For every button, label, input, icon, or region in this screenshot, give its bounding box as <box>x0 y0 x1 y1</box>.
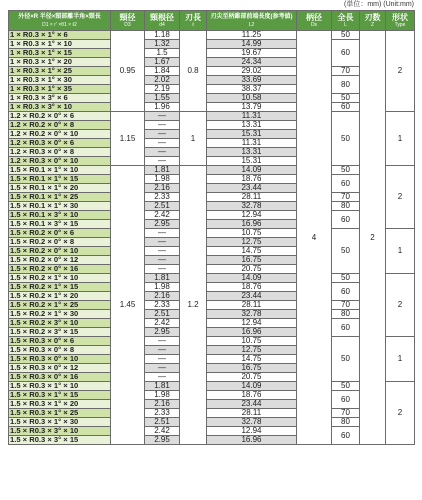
neck-root-dia-cell: 1.98 <box>145 391 180 400</box>
reach-length-cell: 12.75 <box>207 238 297 247</box>
table-row <box>9 229 415 238</box>
reach-length-cell: 14.09 <box>207 274 297 283</box>
spec-cell: 1.5 × R0.3 × 0° × 8 <box>9 346 111 355</box>
overall-length-cell: 50 <box>332 274 360 283</box>
spec-cell: 1 × R0.3 × 1° × 10 <box>9 40 111 49</box>
spec-table <box>8 10 415 445</box>
overall-length-cell: 80 <box>332 310 360 319</box>
neck-root-dia-cell: 2.51 <box>145 310 180 319</box>
neck-root-dia-cell: — <box>145 238 180 247</box>
reach-length-cell: 16.96 <box>207 220 297 229</box>
table-row <box>9 211 415 220</box>
overall-length-cell: 50 <box>332 112 360 166</box>
unit-note: (単位：mm) (Unit:mm) <box>344 1 414 8</box>
neck-root-dia-cell: — <box>145 112 180 121</box>
neck-root-dia-cell: 2.16 <box>145 184 180 193</box>
neck-root-dia-cell: 2.51 <box>145 418 180 427</box>
spec-cell: 1.5 × R0.3 × 1° × 20 <box>9 400 111 409</box>
reach-length-cell: 38.37 <box>207 85 297 94</box>
header-symbol: D3 <box>124 22 131 28</box>
table-row <box>9 103 415 112</box>
reach-length-cell: 29.02 <box>207 67 297 76</box>
table-row <box>9 283 415 292</box>
neck-root-dia-cell: — <box>145 373 180 382</box>
spec-cell: 1.2 × R0.2 × 0° × 8 <box>9 121 111 130</box>
neck-root-dia-cell: 2.95 <box>145 328 180 337</box>
neck-root-dia-cell: 1.84 <box>145 67 180 76</box>
overall-length-cell: 70 <box>332 67 360 76</box>
spec-cell: 1.5 × R0.3 × 1° × 30 <box>9 418 111 427</box>
header-symbol: ℓ <box>192 22 194 28</box>
neck-root-dia-cell: 2.95 <box>145 220 180 229</box>
overall-length-cell: 70 <box>332 301 360 310</box>
table-row <box>9 310 415 319</box>
overall-length-cell: 60 <box>332 391 360 409</box>
neck-root-dia-cell: 1.81 <box>145 382 180 391</box>
spec-cell: 1.5 × R0.3 × 3° × 15 <box>9 436 111 445</box>
reach-length-cell: 13.79 <box>207 103 297 112</box>
neck-root-dia-cell: 1.98 <box>145 283 180 292</box>
header-symbol: Z <box>370 22 375 28</box>
overall-length-cell: 50 <box>332 31 360 40</box>
spec-cell: 1.5 × R0.2 × 1° × 10 <box>9 274 111 283</box>
header-label: 頸径 <box>119 13 136 22</box>
reach-length-cell: 13.31 <box>207 148 297 157</box>
neck-root-dia-cell: — <box>145 157 180 166</box>
spec-cell: 1 × R0.3 × 1° × 35 <box>9 85 111 94</box>
header-label: 刃長 <box>185 13 201 22</box>
type-cell: 1 <box>386 112 415 166</box>
table-row <box>9 31 415 40</box>
header-flute-length <box>180 11 207 31</box>
header-symbol: L <box>344 22 347 28</box>
neck-root-dia-cell: — <box>145 355 180 364</box>
overall-length-cell: 50 <box>332 382 360 391</box>
overall-length-cell: 60 <box>332 427 360 445</box>
table-row <box>9 418 415 427</box>
table-body <box>9 31 415 445</box>
table-row <box>9 40 415 49</box>
header-shank-dia <box>297 11 332 31</box>
spec-cell: 1.5 × R0.2 × 1° × 15 <box>9 283 111 292</box>
spec-cell: 1.5 × R0.3 × 0° × 16 <box>9 373 111 382</box>
spec-cell: 1 × R0.3 × 1° × 30 <box>9 76 111 85</box>
flute-length-cell: 1.2 <box>180 166 207 445</box>
spec-cell: 1.5 × R0.2 × 0° × 10 <box>9 247 111 256</box>
neck-root-dia-cell: — <box>145 247 180 256</box>
reach-length-cell: 23.44 <box>207 400 297 409</box>
header-label: 頸根径 <box>150 13 174 22</box>
flutes-cell: 2 <box>360 31 386 445</box>
spec-cell: 1.5 × R0.3 × 1° × 25 <box>9 409 111 418</box>
neck-root-dia-cell: 1.81 <box>145 274 180 283</box>
neck-dia-cell: 1.15 <box>111 112 145 166</box>
table-row <box>9 166 415 175</box>
reach-length-cell: 15.31 <box>207 157 297 166</box>
spec-cell: 1 × R0.3 × 3° × 10 <box>9 103 111 112</box>
neck-root-dia-cell: — <box>145 229 180 238</box>
reach-length-cell: 20.75 <box>207 373 297 382</box>
reach-length-cell: 14.99 <box>207 40 297 49</box>
header-reach-length <box>207 11 297 31</box>
spec-cell: 1.5 × R0.2 × 0° × 16 <box>9 265 111 274</box>
reach-length-cell: 23.44 <box>207 292 297 301</box>
spec-cell: 1.5 × R0.2 × 1° × 20 <box>9 292 111 301</box>
overall-length-cell: 60 <box>332 283 360 301</box>
neck-root-dia-cell: 2.16 <box>145 292 180 301</box>
neck-root-dia-cell: — <box>145 265 180 274</box>
spec-cell: 1.5 × R0.1 × 1° × 10 <box>9 166 111 175</box>
reach-length-cell: 10.75 <box>207 229 297 238</box>
shank-dia-cell: 4 <box>297 31 332 445</box>
neck-root-dia-cell: 2.02 <box>145 76 180 85</box>
header-spec <box>9 11 111 31</box>
overall-length-cell: 60 <box>332 211 360 229</box>
reach-length-cell: 33.69 <box>207 76 297 85</box>
reach-length-cell: 14.09 <box>207 166 297 175</box>
table-row <box>9 76 415 85</box>
reach-length-cell: 28.11 <box>207 301 297 310</box>
spec-cell: 1.2 × R0.2 × 0° × 10 <box>9 130 111 139</box>
neck-root-dia-cell: 1.98 <box>145 175 180 184</box>
spec-cell: 1.5 × R0.1 × 3° × 15 <box>9 220 111 229</box>
neck-root-dia-cell: 2.16 <box>145 400 180 409</box>
neck-root-dia-cell: — <box>145 256 180 265</box>
overall-length-cell: 80 <box>332 76 360 94</box>
neck-root-dia-cell: — <box>145 337 180 346</box>
overall-length-cell: 70 <box>332 409 360 418</box>
spec-cell: 1.5 × R0.3 × 1° × 10 <box>9 382 111 391</box>
type-cell: 2 <box>386 31 415 112</box>
neck-root-dia-cell: 1.81 <box>145 166 180 175</box>
neck-root-dia-cell: 2.51 <box>145 202 180 211</box>
spec-cell: 1.5 × R0.1 × 3° × 10 <box>9 211 111 220</box>
neck-root-dia-cell: 1.18 <box>145 31 180 40</box>
reach-length-cell: 13.31 <box>207 121 297 130</box>
flute-length-cell: 1 <box>180 112 207 166</box>
overall-length-cell: 60 <box>332 175 360 193</box>
header-type <box>386 11 415 31</box>
header-neck-dia <box>111 11 145 31</box>
spec-cell: 1.5 × R0.3 × 0° × 6 <box>9 337 111 346</box>
neck-root-dia-cell: — <box>145 139 180 148</box>
reach-length-cell: 24.34 <box>207 58 297 67</box>
header-label: 全長 <box>337 13 354 22</box>
reach-length-cell: 16.75 <box>207 364 297 373</box>
spec-cell: 1.5 × R0.3 × 0° × 10 <box>9 355 111 364</box>
reach-length-cell: 11.31 <box>207 139 297 148</box>
spec-cell: 1.2 × R0.3 × 0° × 8 <box>9 148 111 157</box>
header-flutes <box>360 11 386 31</box>
neck-root-dia-cell: 1.96 <box>145 103 180 112</box>
neck-root-dia-cell: — <box>145 121 180 130</box>
reach-length-cell: 12.94 <box>207 427 297 436</box>
neck-root-dia-cell: — <box>145 346 180 355</box>
spec-cell: 1.5 × R0.2 × 3° × 15 <box>9 328 111 337</box>
spec-cell: 1.5 × R0.2 × 0° × 6 <box>9 229 111 238</box>
reach-length-cell: 32.78 <box>207 202 297 211</box>
neck-root-dia-cell: 2.19 <box>145 85 180 94</box>
table-row <box>9 427 415 436</box>
type-cell: 2 <box>386 382 415 445</box>
header-label: 刃数 <box>364 13 381 22</box>
header-symbol: Type <box>394 22 406 28</box>
table-row <box>9 409 415 418</box>
reach-length-cell: 15.31 <box>207 130 297 139</box>
table-row <box>9 274 415 283</box>
reach-length-cell: 12.75 <box>207 346 297 355</box>
overall-length-cell: 50 <box>332 94 360 103</box>
neck-root-dia-cell: 2.95 <box>145 436 180 445</box>
reach-length-cell: 16.96 <box>207 328 297 337</box>
reach-length-cell: 28.11 <box>207 193 297 202</box>
spec-cell: 1.5 × R0.2 × 0° × 12 <box>9 256 111 265</box>
reach-length-cell: 12.94 <box>207 211 297 220</box>
overall-length-cell: 50 <box>332 166 360 175</box>
spec-cell: 1.2 × R0.3 × 0° × 10 <box>9 157 111 166</box>
reach-length-cell: 10.58 <box>207 94 297 103</box>
spec-cell: 1.5 × R0.1 × 1° × 25 <box>9 193 111 202</box>
reach-length-cell: 11.25 <box>207 31 297 40</box>
reach-length-cell: 18.76 <box>207 283 297 292</box>
neck-root-dia-cell: 1.5 <box>145 49 180 58</box>
spec-cell: 1 × R0.3 × 1° × 6 <box>9 31 111 40</box>
table-row <box>9 94 415 103</box>
spec-cell: 1 × R0.3 × 1° × 15 <box>9 49 111 58</box>
header-label: 柄径 <box>306 13 322 22</box>
spec-cell: 1.5 × R0.1 × 1° × 20 <box>9 184 111 193</box>
reach-length-cell: 16.96 <box>207 436 297 445</box>
neck-root-dia-cell: 2.42 <box>145 211 180 220</box>
flute-length-cell: 0.8 <box>180 31 207 112</box>
table-row <box>9 175 415 184</box>
header-symbol: Ds <box>310 22 318 28</box>
reach-length-cell: 18.76 <box>207 391 297 400</box>
reach-length-cell: 18.76 <box>207 175 297 184</box>
table-row <box>9 193 415 202</box>
table-row <box>9 301 415 310</box>
type-cell: 2 <box>386 166 415 229</box>
overall-length-cell: 60 <box>332 40 360 67</box>
overall-length-cell: 70 <box>332 193 360 202</box>
spec-cell: 1.5 × R0.2 × 1° × 30 <box>9 310 111 319</box>
type-cell: 2 <box>386 274 415 337</box>
neck-root-dia-cell: 2.33 <box>145 193 180 202</box>
neck-root-dia-cell: 1.67 <box>145 58 180 67</box>
reach-length-cell: 32.78 <box>207 418 297 427</box>
table-row <box>9 67 415 76</box>
neck-root-dia-cell: 1.32 <box>145 40 180 49</box>
spec-cell: 1 × R0.3 × 3° × 6 <box>9 94 111 103</box>
neck-root-dia-cell: — <box>145 364 180 373</box>
overall-length-cell: 50 <box>332 337 360 382</box>
table-row <box>9 112 415 121</box>
header-overall-length <box>332 11 360 31</box>
reach-length-cell: 19.67 <box>207 49 297 58</box>
spec-cell: 1.5 × R0.3 × 0° × 12 <box>9 364 111 373</box>
spec-cell: 1.5 × R0.3 × 1° × 15 <box>9 391 111 400</box>
neck-root-dia-cell: — <box>145 148 180 157</box>
table-row <box>9 382 415 391</box>
table-row <box>9 391 415 400</box>
overall-length-cell: 60 <box>332 103 360 112</box>
reach-length-cell: 11.31 <box>207 112 297 121</box>
spec-cell: 1.2 × R0.3 × 0° × 6 <box>9 139 111 148</box>
header-label: 形状 <box>392 13 408 22</box>
header-label: 刃尖至柄錐部前端長度(参考値) <box>210 14 293 20</box>
reach-length-cell: 14.09 <box>207 382 297 391</box>
neck-root-dia-cell: 1.55 <box>145 94 180 103</box>
neck-root-dia-cell: — <box>145 130 180 139</box>
header-symbol: D1 × r' ×θ1 × ℓ2 <box>42 22 77 28</box>
header-row <box>9 11 415 31</box>
spec-cell: 1.5 × R0.3 × 3° × 10 <box>9 427 111 436</box>
header-label: 外径×R 半径×頸部離半角×頸長 <box>18 14 101 20</box>
spec-cell: 1.5 × R0.2 × 3° × 10 <box>9 319 111 328</box>
neck-dia-cell: 0.95 <box>111 31 145 112</box>
neck-root-dia-cell: 2.33 <box>145 301 180 310</box>
neck-dia-cell: 1.45 <box>111 166 145 445</box>
type-cell: 1 <box>386 229 415 274</box>
reach-length-cell: 12.94 <box>207 319 297 328</box>
overall-length-cell: 50 <box>332 229 360 274</box>
header-neck-root-dia <box>145 11 180 31</box>
header-symbol: d4 <box>159 22 165 28</box>
reach-length-cell: 23.44 <box>207 184 297 193</box>
overall-length-cell: 60 <box>332 319 360 337</box>
reach-length-cell: 10.75 <box>207 337 297 346</box>
spec-cell: 1 × R0.3 × 1° × 20 <box>9 58 111 67</box>
reach-length-cell: 14.75 <box>207 247 297 256</box>
overall-length-cell: 80 <box>332 202 360 211</box>
spec-cell: 1.5 × R0.1 × 1° × 30 <box>9 202 111 211</box>
reach-length-cell: 16.75 <box>207 256 297 265</box>
reach-length-cell: 20.75 <box>207 265 297 274</box>
reach-length-cell: 28.11 <box>207 409 297 418</box>
type-cell: 1 <box>386 337 415 382</box>
spec-cell: 1 × R0.3 × 1° × 25 <box>9 67 111 76</box>
spec-cell: 1.5 × R0.1 × 1° × 15 <box>9 175 111 184</box>
overall-length-cell: 80 <box>332 418 360 427</box>
table-row <box>9 337 415 346</box>
neck-root-dia-cell: 2.42 <box>145 427 180 436</box>
table-row <box>9 202 415 211</box>
spec-cell: 1.5 × R0.2 × 0° × 8 <box>9 238 111 247</box>
reach-length-cell: 14.75 <box>207 355 297 364</box>
reach-length-cell: 32.78 <box>207 310 297 319</box>
spec-cell: 1.5 × R0.2 × 1° × 25 <box>9 301 111 310</box>
header-symbol: L2 <box>248 22 255 28</box>
table-row <box>9 319 415 328</box>
spec-cell: 1.2 × R0.2 × 0° × 6 <box>9 112 111 121</box>
neck-root-dia-cell: 2.33 <box>145 409 180 418</box>
neck-root-dia-cell: 2.42 <box>145 319 180 328</box>
